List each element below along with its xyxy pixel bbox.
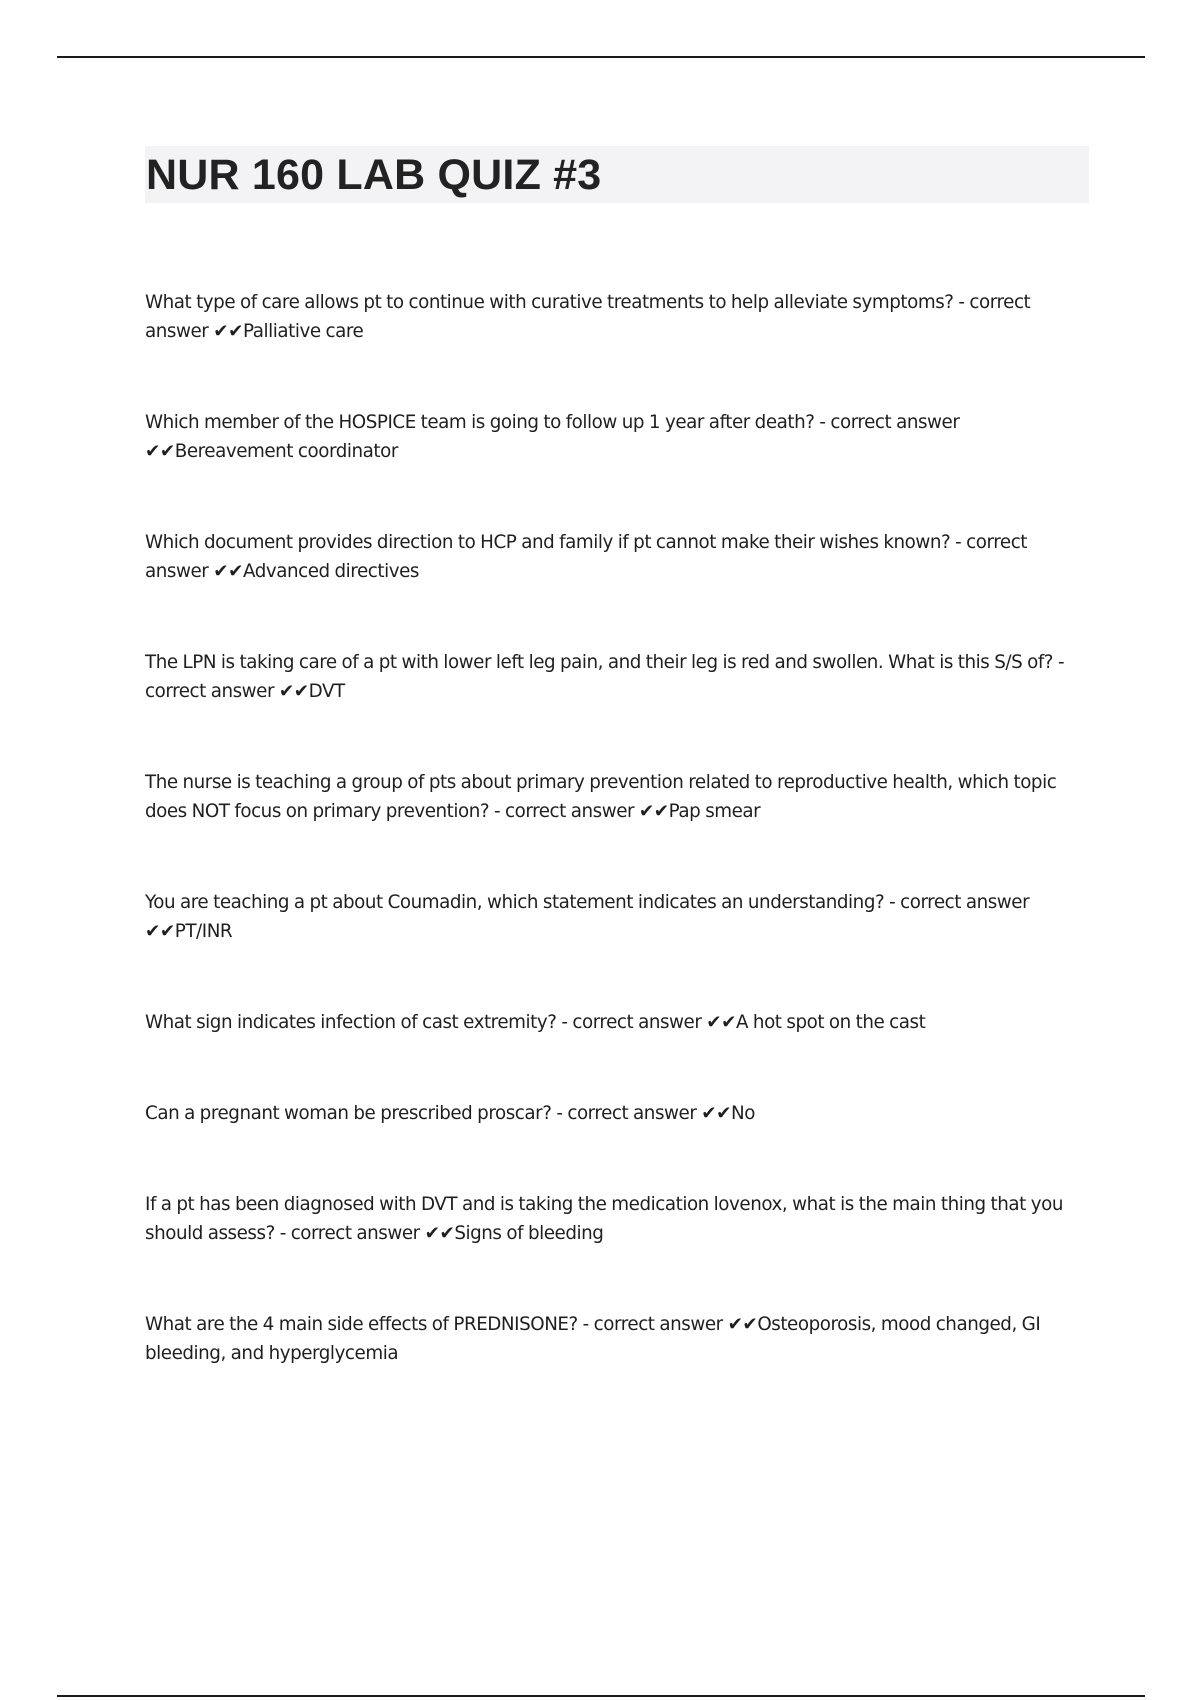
qa-item <box>145 1310 1090 1368</box>
answer-text: No <box>731 1103 755 1124</box>
bottom-rule <box>57 1695 1145 1697</box>
answer-separator: - correct answer <box>814 412 960 433</box>
answer-text: Bereavement coordinator <box>174 441 398 462</box>
answer-separator: - correct answer <box>551 1103 702 1124</box>
question-text: You are teaching a pt about Coumadin, which statement indicates an understanding? <box>145 892 885 913</box>
qa-item <box>145 408 1090 466</box>
answer-separator: - correct answer <box>145 532 1028 582</box>
qa-item <box>145 648 1090 706</box>
check-mark-icon: ✔✔ <box>701 1103 731 1124</box>
qa-list <box>145 288 1090 1368</box>
answer-separator: - correct answer <box>489 801 639 822</box>
check-mark-icon: ✔✔ <box>424 1223 455 1244</box>
question-text: What type of care allows pt to continue with curative treatments to help alleviate symptoms? <box>145 292 954 313</box>
check-mark-icon: ✔✔ <box>706 1012 737 1033</box>
answer-separator: - correct answer <box>145 292 1031 342</box>
answer-text: A hot spot on the cast <box>736 1012 926 1033</box>
page-title: NUR 160 LAB QUIZ #3 <box>146 151 602 199</box>
check-mark-icon: ✔✔ <box>727 1314 758 1335</box>
question-text: Can a pregnant woman be prescribed proscar? <box>145 1103 552 1124</box>
check-mark-icon: ✔✔ <box>145 441 175 462</box>
question-text: Which document provides direction to HCP and family if pt cannot make their wishes known? <box>145 532 951 553</box>
top-rule <box>57 56 1145 58</box>
question-text: If a pt has been diagnosed with DVT and is taking the medication lovenox, what is the main thing that you should assess? <box>145 1194 1063 1244</box>
qa-item <box>145 1099 1090 1128</box>
qa-item <box>145 1190 1090 1248</box>
answer-text: Palliative care <box>242 321 364 342</box>
qa-item <box>145 528 1090 586</box>
qa-item <box>145 768 1090 826</box>
answer-text: Osteoporosis, mood changed, GI bleeding, and hyperglycemia <box>145 1314 1041 1364</box>
answer-text: Signs of bleeding <box>454 1223 604 1244</box>
answer-separator: - correct answer <box>884 892 1030 913</box>
answer-text: PT/INR <box>174 921 233 942</box>
question-text: What are the 4 main side effects of PREDNISONE? <box>145 1314 578 1335</box>
qa-item <box>145 1008 1090 1037</box>
check-mark-icon: ✔✔ <box>638 801 669 822</box>
check-mark-icon: ✔✔ <box>145 921 175 942</box>
qa-item <box>145 888 1090 946</box>
question-text: The nurse is teaching a group of pts about primary prevention related to reproductive health, which topic does NOT focus on primary prevention? <box>145 772 1057 822</box>
check-mark-icon: ✔✔ <box>278 681 309 702</box>
qa-item <box>145 288 1090 346</box>
answer-separator: - correct answer <box>274 1223 425 1244</box>
answer-separator: - correct answer <box>145 652 1065 702</box>
check-mark-icon: ✔✔ <box>213 321 243 342</box>
answer-text: DVT <box>308 681 345 702</box>
check-mark-icon: ✔✔ <box>213 561 243 582</box>
answer-separator: - correct answer <box>556 1012 707 1033</box>
question-text: What sign indicates infection of cast extremity? <box>145 1012 557 1033</box>
answer-separator: - correct answer <box>577 1314 728 1335</box>
question-text: Which member of the HOSPICE team is going to follow up 1 year after death? <box>145 412 815 433</box>
answer-text: Pap smear <box>668 801 761 822</box>
answer-text: Advanced directives <box>242 561 419 582</box>
question-text: The LPN is taking care of a pt with lower left leg pain, and their leg is red and swollen. What is this S/S of? <box>145 652 1054 673</box>
